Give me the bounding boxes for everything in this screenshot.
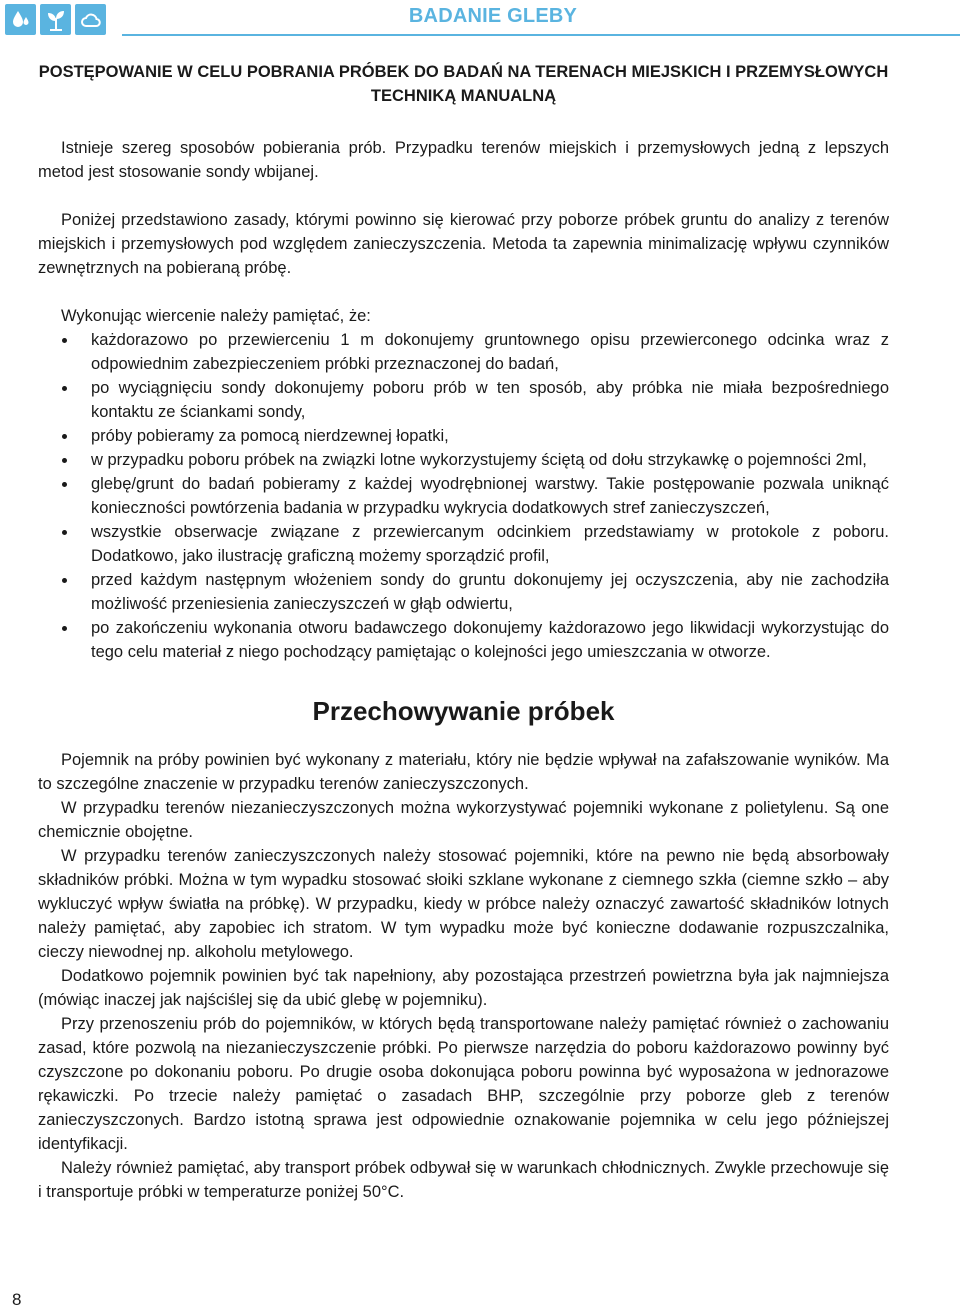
- section-heading: Przechowywanie próbek: [312, 696, 615, 726]
- paragraph: Pojemnik na próby powinien być wykonany z materiału, który nie będzie wpływał na zafałszowanie wyników. Ma to szczególne znaczenie w przypadku terenów zanieczyszczonych.: [38, 751, 889, 793]
- paragraph: Przy przenoszeniu prób do pojemników, w których będą transportowane należy pamiętać również o zachowaniu zasad, które pozwolą na niezanieczyszczenie próbki. Po pierwsze narzędzia do poboru każdorazowo powinny być czyszczone po dokonaniu poboru. Po drugie osoba dokonująca poboru powinna być wyposażona w jednorazowe rękawiczki. Po trzecie należy pamiętać o zasadach BHP, szczególnie przy poborze gleb z terenów zanieczyszczonych. Bardzo istotną sprawa jest odpowiednie oznakowanie pojemnika w celu jego późniejszej identyfikacji.: [38, 1015, 889, 1153]
- list-item: każdorazowo po przewierceniu 1 m dokonujemy gruntownego opisu przewierconego odcinka wraz z odpowiednim zabezpieczeniem próbki przeznaczonej do badań,: [38, 328, 889, 376]
- list-item: po zakończeniu wykonania otworu badawczego dokonujemy każdorazowo jego likwidacji wykorzystując do tego celu materiał z niego pochodzący pamiętając o kolejności jego umieszczania w otworze.: [38, 616, 889, 664]
- page-header: [0, 0, 960, 38]
- list-item: próby pobieramy za pomocą nierdzewnej łopatki,: [38, 424, 889, 448]
- paragraph: W przypadku terenów niezanieczyszczonych można wykorzystywać pojemniki wykonane z polietylenu. Są one chemicznie obojętne.: [38, 799, 889, 841]
- header-title: BADANIE GLEBY: [408, 5, 578, 27]
- header-divider: [122, 34, 960, 36]
- paragraph: Należy również pamiętać, aby transport próbek odbywał się w warunkach chłodnicznych. Zwykle przechowuje się i transportuje próbki w temperaturze poniżej 50°C.: [38, 1159, 889, 1201]
- paragraph: Istnieje szereg sposobów pobierania prób. Przypadku terenów miejskich i przemysłowych jedną z lepszych metod jest stosowanie sondy wbijanej.: [38, 139, 889, 181]
- section-title: POSTĘPOWANIE W CELU POBRANIA PRÓBEK DO BADAŃ NA TERENACH MIEJSKICH I PRZEMYSŁOWYCH TECHNIKĄ MANUALNĄ: [38, 63, 889, 105]
- paragraph: Poniżej przedstawiono zasady, którymi powinno się kierować przy poborze próbek gruntu do analizy z terenów miejskich i przemysłowych pod względem zanieczyszczenia. Metoda ta zapewnia minimalizację wpływu czynników zewnętrznych na pobieraną próbę.: [38, 211, 889, 277]
- page-number: 8: [12, 1290, 22, 1309]
- bullet-list: [38, 328, 889, 664]
- list-item: przed każdym następnym włożeniem sondy do gruntu dokonujemy jej oczyszczenia, aby nie zachodziła możliwość przeniesienia zanieczyszczeń w głąb odwiertu,: [38, 568, 889, 616]
- page-content: [38, 60, 889, 1204]
- list-item: glebę/grunt do badań pobieramy z każdej wyodrębnionej warstwy. Takie postępowanie pozwala uniknąć konieczności powtórzenia badania w przypadku wykrycia dodatkowych stref zanieczyszczeń,: [38, 472, 889, 520]
- paragraph: Wykonując wiercenie należy pamiętać, że:: [61, 307, 371, 325]
- list-item: po wyciągnięciu sondy dokonujemy poboru prób w ten sposób, aby próbka nie miała bezpośredniego kontaktu ze ściankami sondy,: [38, 376, 889, 424]
- list-item: w przypadku poboru próbek na związki lotne wykorzystujemy ściętą od dołu strzykawkę o pojemności 2ml,: [38, 448, 889, 472]
- paragraph: Dodatkowo pojemnik powinien być tak napełniony, aby pozostająca przestrzeń powietrzna była jak najmniejsza (mówiąc inaczej jak najściślej się da ubić glebę w pojemniku).: [38, 967, 889, 1009]
- paragraph: W przypadku terenów zanieczyszczonych należy stosować pojemniki, które na pewno nie będą absorbowały składników próbki. Można w tym wypadku stosować słoiki szklane wykonane z ciemnego szkła (ciemne szkło – aby wykluczyć wpływ światła na próbkę). W przypadku, kiedy w próbce należy oznaczyć zawartość składników lotnych należy pamiętać, aby zapobiec ich stratom. W tym wypadku może być konieczne dodawanie rozpuszczalnika, cieczy niewodnej np. alkoholu metylowego.: [38, 847, 889, 961]
- list-item: wszystkie obserwacje związane z przewiercanym odcinkiem przedstawiamy w protokole z poboru. Dodatkowo, jako ilustrację graficzną możemy sporządzić profil,: [38, 520, 889, 568]
